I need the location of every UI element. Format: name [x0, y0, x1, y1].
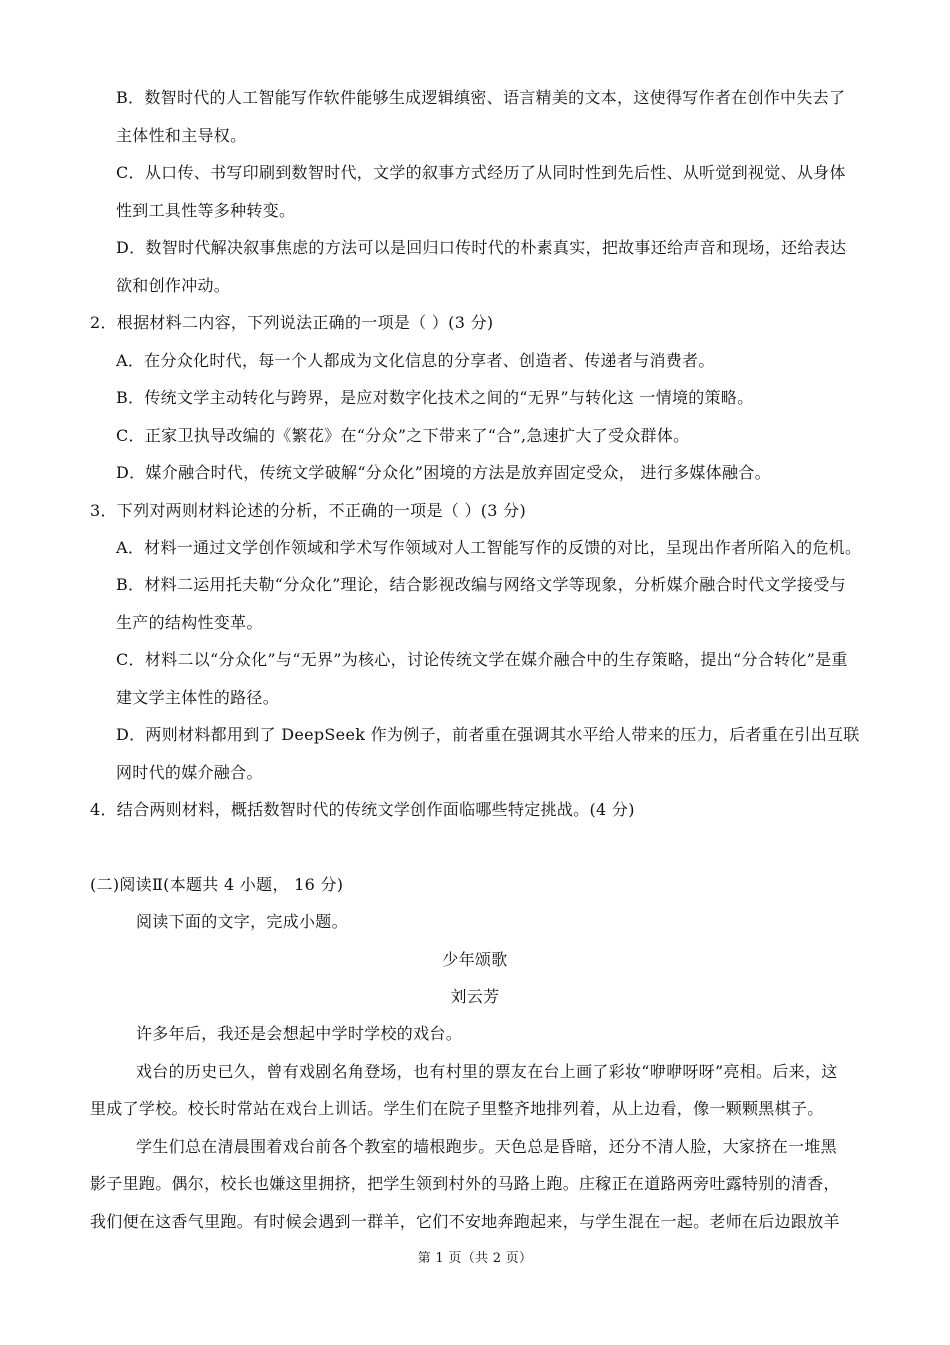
q2-option-b: B．传统文学主动转化与跨界，是应对数字化技术之间的“无界”与转化这 一情境的策略。 [116, 388, 754, 407]
paragraph-1: 许多年后，我还是会想起中学时学校的戏台。 [136, 1024, 463, 1043]
q1-option-b-line1: B．数智时代的人工智能写作软件能够生成逻辑缜密、语言精美的文本，这使得写作者在创作中失去了 [116, 88, 846, 107]
q1-option-d-line2: 欲和创作冲动。 [116, 276, 231, 295]
paragraph-2-line2: 里成了学校。校长时常站在戏台上训话。学生们在院子里整齐地排列着，从上边看，像一颗颗黑棋子。 [90, 1099, 824, 1118]
q3-option-d-line1: D．两则材料都用到了 DeepSeek 作为例子，前者重在强调其水平给人带来的压力，后者重在引出互联 [116, 725, 860, 744]
q3-option-c-line2: 建文学主体性的路径。 [116, 688, 280, 707]
q2-option-c: C．正家卫执导改编的《繁花》在“分众”之下带来了“合”,急速扩大了受众群体。 [116, 426, 690, 445]
paragraph-2-line1: 戏台的历史已久，曾有戏剧名角登场，也有村里的票友在台上画了彩妆“咿咿呀呀”亮相。后来，这 [136, 1062, 838, 1081]
paragraph-3-line2: 影子里跑。偶尔，校长也嫌这里拥挤，把学生领到村外的马路上跑。庄稼正在道路两旁吐露特别的清香， [90, 1174, 840, 1193]
q1-option-c-line1: C．从口传、书写印刷到数智时代，文学的叙事方式经历了从同时性到先后性、从听觉到视觉、从身体 [116, 163, 846, 182]
reading-instruction: 阅读下面的文字，完成小题。 [136, 912, 348, 931]
q3-option-b-line2: 生产的结构性变革。 [116, 613, 263, 632]
q2-stem: 2．根据材料二内容，下列说法正确的一项是（ ）(3 分) [90, 313, 494, 332]
q1-option-d-line1: D．数智时代解决叙事焦虑的方法可以是回归口传时代的朴素真实，把故事还给声音和现场，还给表达 [116, 238, 847, 257]
page-footer: 第 1 页（共 2 页） [417, 1251, 533, 1266]
q3-option-a: A．材料一通过文学创作领域和学术写作领域对人工智能写作的反馈的对比，呈现出作者所陷入的危机。 [116, 538, 862, 557]
q3-option-b-line1: B．材料二运用托夫勒“分众化”理论，结合影视改编与网络文学等现象，分析媒介融合时代文学接受与 [116, 575, 846, 594]
q1-option-b-line2: 主体性和主导权。 [116, 126, 247, 145]
article-title: 少年颂歌 [442, 950, 508, 969]
q3-stem: 3．下列对两则材料论述的分析，不正确的一项是（ ）(3 分) [90, 501, 527, 520]
q2-option-a: A．在分众化时代，每一个人都成为文化信息的分享者、创造者、传递者与消费者。 [116, 351, 715, 370]
q3-option-d-line2: 网时代的媒介融合。 [116, 763, 263, 782]
article-author: 刘云芳 [450, 987, 500, 1006]
paragraph-3-line3: 我们便在这香气里跑。有时候会遇到一群羊，它们不安地奔跑起来，与学生混在一起。老师在后边跟放羊 [90, 1212, 840, 1231]
q2-option-d: D．媒介融合时代，传统文学破解“分众化”困境的方法是放弃固定受众， 进行多媒体融合。 [116, 463, 771, 482]
q4-stem: 4．结合两则材料，概括数智时代的传统文学创作面临哪些特定挑战。(4 分) [90, 800, 635, 819]
q1-option-c-line2: 性到工具性等多种转变。 [116, 201, 296, 220]
q3-option-c-line1: C．材料二以“分众化”与“无界”为核心，讨论传统文学在媒介融合中的生存策略，提出“分合转化”是重 [116, 650, 848, 669]
section-heading: (二)阅读Ⅱ(本题共 4 小题， 16 分) [90, 875, 344, 894]
paragraph-3-line1: 学生们总在清晨围着戏台前各个教室的墙根跑步。天色总是昏暗，还分不清人脸，大家挤在一堆黑 [136, 1137, 837, 1156]
